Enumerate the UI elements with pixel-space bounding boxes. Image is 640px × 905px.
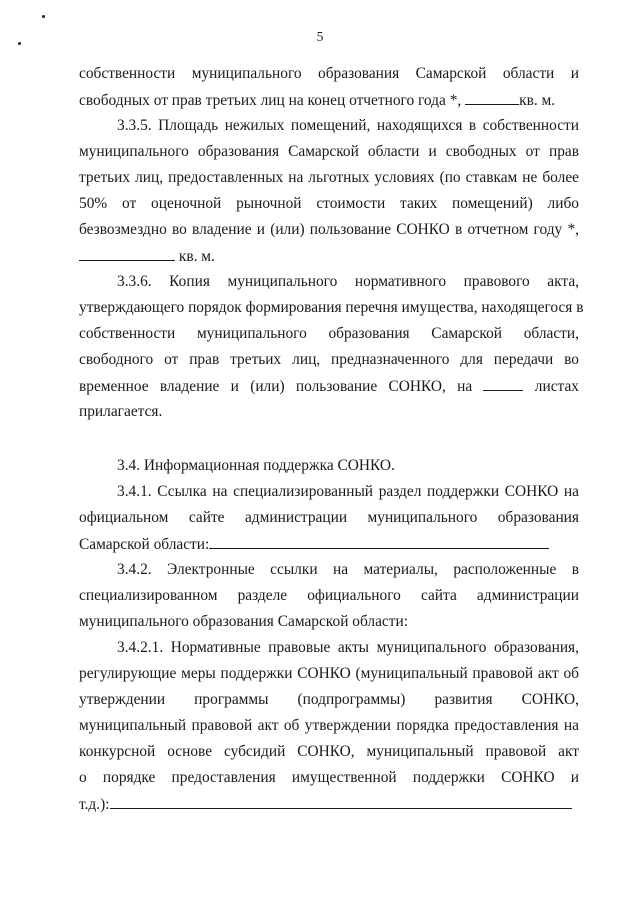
text-line: официальном сайте администрации муниципального образования: [79, 509, 579, 526]
text-line: о порядке предоставления имущественной поддержки СОНКО и: [79, 769, 579, 786]
text-line: прилагается.: [79, 403, 163, 420]
text-line: т.д.):: [79, 794, 579, 815]
fill-blank: [465, 90, 519, 105]
text-line: свободного от прав третьих лиц, предназначенного для передачи во: [79, 351, 579, 368]
text-line: конкурсной основе субсидий СОНКО, муниципальный правовой акт: [79, 743, 579, 760]
text-line: муниципального образования Самарской области и свободных от прав: [79, 143, 579, 160]
text-line: 3.4.2.1. Нормативные правовые акты муниципального образования,: [117, 639, 579, 656]
text-line: 3.3.5. Площадь нежилых помещений, находящихся в собственности: [117, 117, 579, 134]
scan-speck: [42, 15, 45, 18]
text-line: регулирующие меры поддержки СОНКО (муниципальный правовой акт об: [79, 665, 579, 682]
text-line: третьих лиц, предоставленных на льготных условиях (по ставкам не более: [79, 169, 579, 186]
text-line: свободных от прав третьих лиц на конец отчетного года *, кв. м.: [79, 92, 556, 109]
text-line: муниципальный правовой акт об утверждении порядка предоставления на: [79, 717, 579, 734]
text-line: утверждении программы (подпрограммы) развития СОНКО,: [79, 691, 579, 708]
text-line: собственности муниципального образования Самарской области,: [79, 325, 579, 342]
page-number: 5: [316, 29, 324, 44]
text-line: собственности муниципального образования Самарской области и: [79, 65, 579, 82]
text-line: кв. м.: [79, 246, 579, 267]
text-line: специализированном разделе официального сайта администрации: [79, 587, 579, 604]
text-line: Самарской области:: [79, 534, 579, 555]
fill-blank: [79, 246, 175, 261]
text-line: муниципального образования Самарской области:: [79, 613, 409, 630]
text-line: 50% от оценочной рыночной стоимости таких помещений) либо: [79, 195, 579, 212]
text-line: безвозмездно во владение и (или) пользование СОНКО в отчетном году *,: [79, 221, 579, 238]
text-line: утверждающего порядок формирования перечня имущества, находящегося в: [79, 299, 584, 316]
section-heading: 3.4. Информационная поддержка СОНКО.: [117, 457, 395, 474]
text-line: 3.4.1. Ссылка на специализированный раздел поддержки СОНКО на: [117, 483, 579, 500]
fill-blank: [483, 376, 523, 391]
text-line: 3.4.2. Электронные ссылки на материалы, расположенные в: [117, 561, 579, 578]
text-line: временное владение и (или) пользование СОНКО, на листах: [79, 378, 579, 395]
fill-blank: [209, 534, 549, 549]
text-line: 3.3.6. Копия муниципального нормативного правового акта,: [117, 273, 579, 290]
fill-blank: [110, 794, 572, 809]
